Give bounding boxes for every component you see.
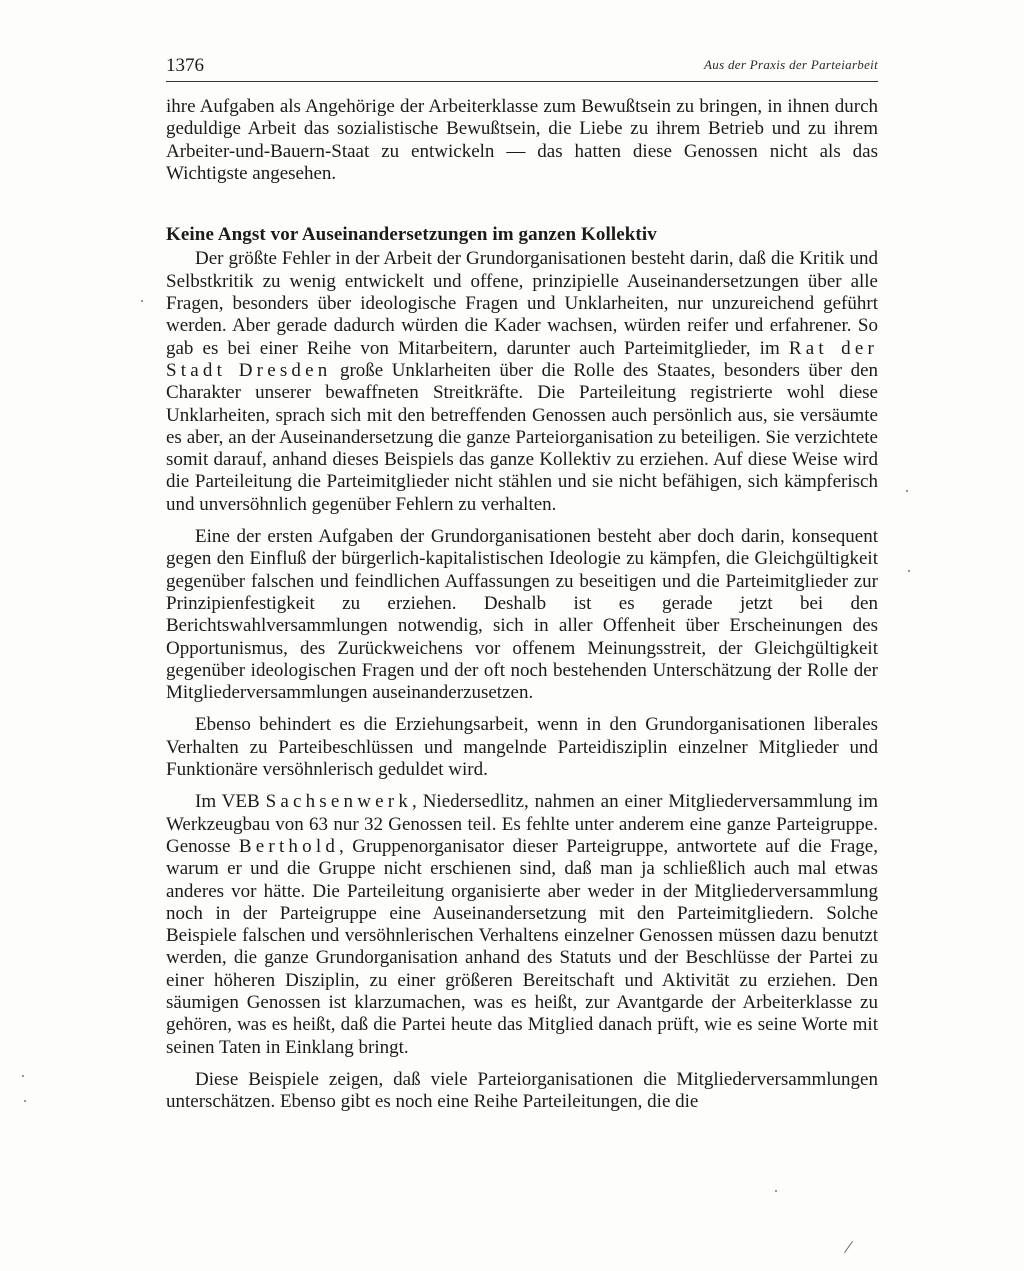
spaced-emphasis-sachsenwerk: Sachsenwerk: [265, 791, 413, 813]
paragraph-liberal-behaviour: Ebenso behindert es die Erziehungsarbeit, wenn in den Grundorganisationen liberales Verhalten zu Parteibeschlüssen und mangelnde Parteidisziplin einzelner Mitglieder und Funktionäre versöhnlerisch geduldet wird.: [166, 714, 878, 781]
paragraph-text: , Niedersedlitz, nahmen an einer Mitgliederversammlung im Werkzeugbau von 63 nur 32 Genossen teil. Es fehlte unter anderem eine ganze Parteigruppe. Genosse: [166, 791, 878, 857]
paragraph-continuation: ihre Aufgaben als Angehörige der Arbeiterklasse zum Bewußtsein zu bringen, in ihnen durch geduldige Arbeit das sozialistische Bewußtsein, die Liebe zu ihrem Betrieb und zu ihrem Arbeiter-und-Bauern-Staat zu entwickeln — das hatten diese Genossen nicht als das Wichtigste angesehen.: [166, 96, 878, 184]
paragraph-text: , Gruppenorganisator dieser Parteigruppe, antwortete auf die Frage, warum er und die Gruppe nicht erschienen sind, daß man ja schließlich auch mal etwas anderes vor hätte. Die Parteileitung organisierte aber weder in der Mitgliederversammlung noch in der Parteigruppe eine Auseinandersetzung mit den Parteimitgliedern. Solche Beispiele falschen und versöhnlerischen Verhaltens einzelner Genossen müssen dazu benutzt werden, die ganze Grundorganisation anhand des Statuts und der Beschlüsse der Partei zu einer höheren Disziplin, zu einer größeren Bereitschaft und Aktivität zu erziehen. Den säumigen Genossen ist klarzumachen, was es heißt, zur Avantgarde der Arbeiterklasse zu gehören, was es heißt, daß die Partei heute das Mitglied danach prüft, wie es seine Worte mit seinen Taten in Einklang bringt.: [166, 835, 878, 1058]
scan-speck: [141, 300, 143, 302]
section-heading: Keine Angst vor Auseinandersetzungen im ganzen Kollektiv: [166, 224, 657, 246]
paragraph-text: Der größte Fehler in der Arbeit der Grundorganisationen besteht darin, daß die Kritik und Selbstkritik zu wenig entwickelt und offene, prinzipielle Auseinandersetzungen über alle Fragen, besonders über ideologische Fragen und Unklarheiten, nur unzureichend geführt werden. Aber gerade dadurch würden die Kader wachsen, würden reifer und erfahrener. So gab es bei einer Reihe von Mitarbeitern, darunter auch Parteimitglieder, im: [166, 248, 878, 359]
header-rule: [166, 81, 878, 82]
spaced-emphasis-berthold: Berthold: [238, 835, 340, 857]
paragraph-first-tasks: Eine der ersten Aufgaben der Grundorganisationen besteht aber doch darin, konsequent gegen den Einfluß der bürgerlich-kapitalistischen Ideologie zu kämpfen, die Gleichgültigkeit gegenüber falschen und feindlichen Auffassungen zu beseitigen und die Parteimitglieder zur Prinzipienfestigkeit zu erziehen. Deshalb ist es gerade jetzt bei den Berichtswahlversammlungen notwendig, sich in aller Offenheit über Erscheinungen des Opportunismus, des Zurückweichens vor offenem Meinungsstreit, der Gleichgültigkeit gegenüber ideologischen Fragen und der oft noch bestehenden Unterschätzung der Rolle der Mitgliederversammlungen auseinanderzusetzen.: [166, 526, 878, 704]
article-body: [166, 96, 878, 1113]
paragraph-sachsenwerk-example: [166, 791, 878, 1059]
scan-speck: [775, 1190, 777, 1192]
running-head: Aus der Praxis der Parteiarbeit: [704, 57, 878, 72]
scan-speck: [906, 490, 908, 492]
scan-speck: [24, 1100, 26, 1102]
page-header: [166, 48, 878, 84]
paragraph-text: Im VEB: [195, 791, 266, 813]
page-number: 1376: [166, 55, 204, 76]
scan-speck: [908, 570, 910, 572]
paragraph-examples-show: Diese Beispiele zeigen, daß viele Parteiorganisationen die Mitgliederversammlungen unterschätzen. Ebenso gibt es noch eine Reihe Parteileitungen, die die: [166, 1068, 878, 1113]
paragraph-text: große Unklarheiten über die Rolle des Staates, besonders über den Charakter unserer bewaffneten Streitkräfte. Die Parteileitung registrierte wohl diese Unklarheiten, sprach sich mit den betreffenden Genossen auch persönlich aus, sie versäumte es aber, an der Auseinandersetzung die ganze Parteiorganisation zu beteiligen. Sie verzichtete somit darauf, anhand dieses Beispiels das ganze Kollektiv zu erziehen. Auf diese Weise wird die Parteileitung die Parteimitglieder nicht stählen und sie nicht befähigen, sich kämpferisch und unversöhnlich gegenüber Fehlern zu verhalten.: [166, 359, 879, 515]
scan-speck: [22, 1075, 24, 1077]
pencil-mark: [844, 1241, 853, 1253]
spaced-emphasis-rat-der-stadt-dresden: Rat der Stadt Dresden: [166, 337, 879, 381]
paragraph-greatest-error: [166, 248, 878, 516]
